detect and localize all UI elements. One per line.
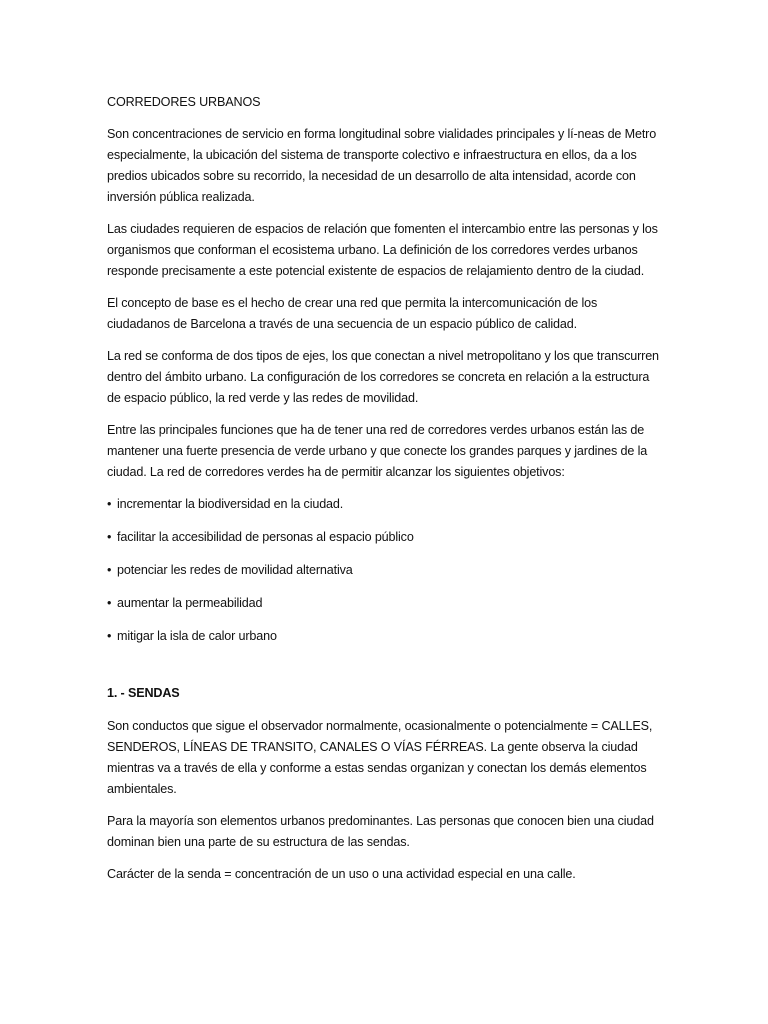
- section-title-sendas: 1. - SENDAS: [107, 686, 180, 700]
- list-item-text: aumentar la permeabilidad: [117, 596, 263, 610]
- list-item-text: potenciar les redes de movilidad alternativa: [117, 563, 353, 577]
- paragraph-tipos-ejes: La red se conforma de dos tipos de ejes, los que conectan a nivel metropolitano y los que transcurren dentro del ámbito urbano. La configuración de los corredores se concreta en relación a la estructura de espacio público, la red verde y las redes de movilidad.: [107, 349, 659, 405]
- list-item: [107, 527, 663, 548]
- bullet-icon: •: [107, 497, 112, 511]
- document-body: [107, 92, 663, 896]
- paragraph-sendas-definicion: Son conductos que sigue el observador normalmente, ocasionalmente o potencialmente = CALLES, SENDEROS, LÍNEAS DE TRANSITO, CANALES O VÍAS FÉRREAS. La gente observa la ciudad mientras va a través de ella y conforme a estas sendas organizan y conectan los demás elementos ambientales.: [107, 719, 653, 796]
- paragraph-espacios-relacion: Las ciudades requieren de espacios de relación que fomenten el intercambio entre las personas y los organismos que conforman el ecosistema urbano. La definición de los corredores verdes urbanos responde precisamente a este potencial existente de espacios de relajamiento dentro de la ciudad.: [107, 222, 658, 278]
- paragraph-caracter-senda: Carácter de la senda = concentración de un uso o una actividad especial en una calle.: [107, 867, 576, 881]
- bullet-icon: •: [107, 530, 112, 544]
- document-title: CORREDORES URBANOS: [107, 95, 261, 109]
- list-item-text: incrementar la biodiversidad en la ciudad.: [117, 497, 344, 511]
- list-item-text: facilitar la accesibilidad de personas al espacio público: [117, 530, 414, 544]
- paragraph-sendas-predominantes: Para la mayoría son elementos urbanos predominantes. Las personas que conocen bien una ciudad dominan bien una parte de su estructura de las sendas.: [107, 814, 654, 849]
- list-item: [107, 626, 663, 647]
- list-item: [107, 560, 663, 581]
- bullet-icon: •: [107, 563, 112, 577]
- section-spacer: [107, 659, 663, 683]
- bullet-icon: •: [107, 629, 112, 643]
- list-item-text: mitigar la isla de calor urbano: [117, 629, 277, 643]
- bullet-icon: •: [107, 596, 112, 610]
- objectives-list: [107, 494, 663, 647]
- paragraph-concepto-base: El concepto de base es el hecho de crear una red que permita la intercomunicación de los ciudadanos de Barcelona a través de una secuencia de un espacio público de calidad.: [107, 296, 598, 331]
- list-item: [107, 593, 663, 614]
- paragraph-corredores-definicion: Son concentraciones de servicio en forma longitudinal sobre vialidades principales y lí-neas de Metro especialmente, la ubicación del sistema de transporte colectivo e infraestructura en ellos, da a los predios ubicados sobre su recorrido, la necesidad de un desarrollo de alta intensidad, acorde con inversión pública realizada.: [107, 127, 657, 204]
- paragraph-funciones: Entre las principales funciones que ha de tener una red de corredores verdes urbanos están las de mantener una fuerte presencia de verde urbano y que conecte los grandes parques y jardines de la ciudad. La red de corredores verdes ha de permitir alcanzar los siguientes objetivos:: [107, 423, 648, 479]
- list-item: [107, 494, 663, 515]
